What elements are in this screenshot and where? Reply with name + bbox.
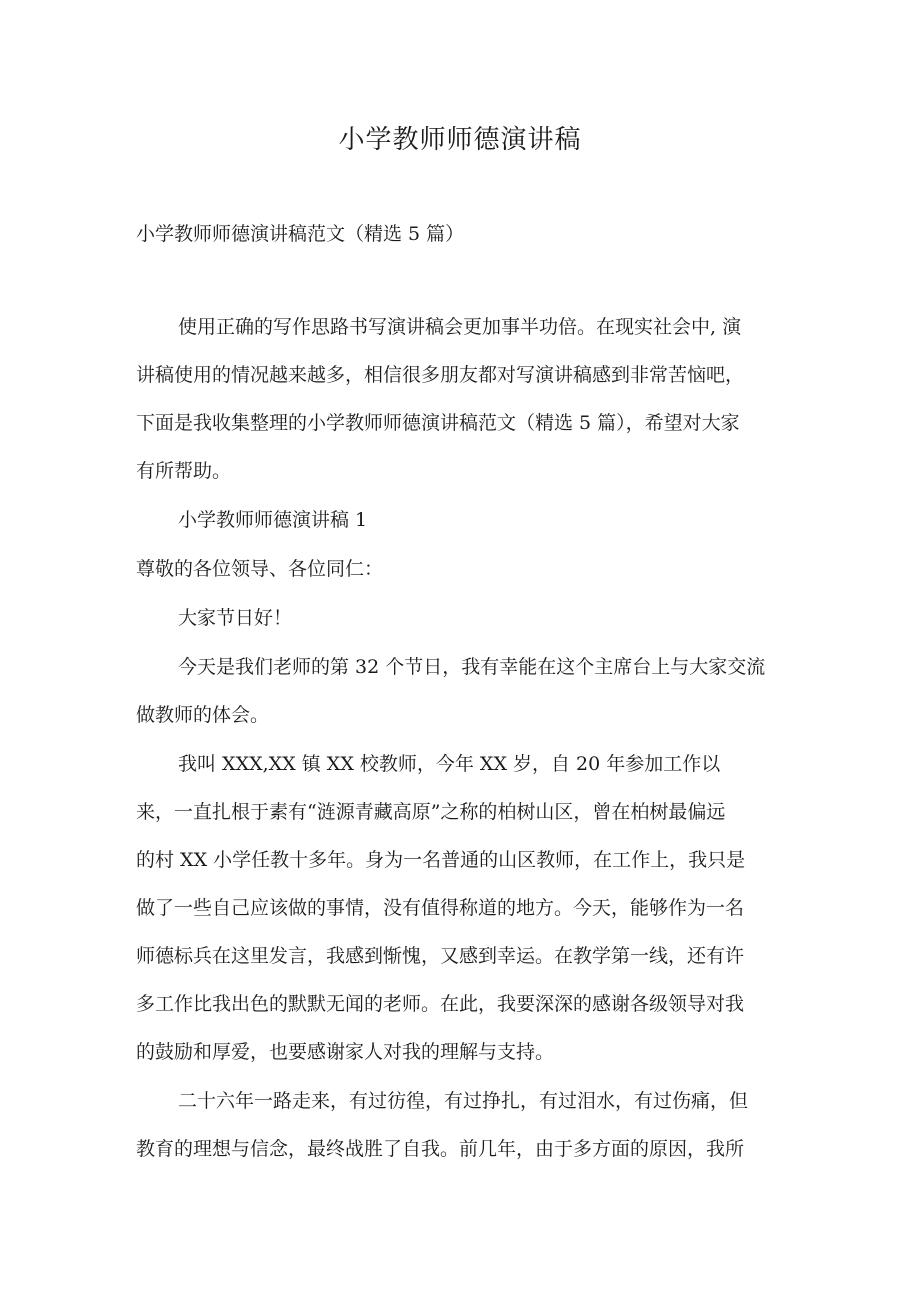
- document-title: 小学教师师德演讲稿: [338, 125, 582, 155]
- paragraph-line: 的村 XX 小学任教十多年。身为一名普通的山区教师，在工作上，我只是: [136, 849, 746, 871]
- paragraph-line: 来，一直扎根于素有“涟源青藏高原”之称的柏树山区，曾在柏树最偏远: [136, 801, 726, 823]
- paragraph-line: 做了一些自己应该做的事情，没有值得称道的地方。今天，能够作为一名: [136, 897, 745, 919]
- paragraph-line: 教育的理想与信念，最终战胜了自我。前几年，由于多方面的原因，我所: [136, 1138, 745, 1160]
- paragraph-line: 有所帮助。: [136, 460, 232, 482]
- salutation: 尊敬的各位领导、各位同仁：: [136, 558, 384, 580]
- paragraph-line: 多工作比我出色的默默无闻的老师。在此，我要深深的感谢各级领导对我: [136, 993, 745, 1015]
- section-heading: 小学教师师德演讲稿 1: [178, 509, 368, 531]
- document-subtitle: 小学教师师德演讲稿范文（精选 5 篇）: [136, 223, 465, 245]
- greeting: 大家节日好！: [178, 607, 293, 629]
- paragraph-line: 使用正确的写作思路书写演讲稿会更加事半功倍。在现实社会中, 演: [178, 316, 742, 338]
- paragraph-line: 我叫 XXX,XX 镇 XX 校教师，今年 XX 岁，自 20 年参加工作以: [178, 753, 721, 775]
- paragraph-line: 二十六年一路走来，有过彷徨，有过挣扎，有过泪水，有过伤痛，但: [178, 1090, 749, 1112]
- paragraph-line: 的鼓励和厚爱，也要感谢家人对我的理解与支持。: [136, 1041, 555, 1063]
- paragraph-line: 做教师的体会。: [136, 704, 270, 726]
- paragraph-line: 下面是我收集整理的小学教师师德演讲稿范文（精选 5 篇），希望对大家: [136, 412, 740, 434]
- paragraph-line: 今天是我们老师的第 32 个节日，我有幸能在这个主席台上与大家交流: [178, 656, 766, 678]
- paragraph-line: 师德标兵在这里发言，我感到惭愧，又感到幸运。在教学第一线，还有许: [136, 945, 745, 967]
- paragraph-line: 讲稿使用的情况越来越多，相信很多朋友都对写演讲稿感到非常苦恼吧，: [136, 364, 745, 386]
